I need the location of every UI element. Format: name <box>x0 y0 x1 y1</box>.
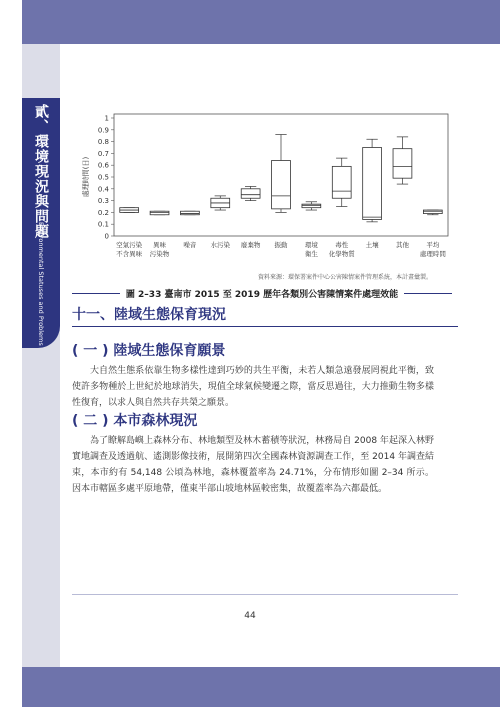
figure-caption-row <box>72 285 452 301</box>
box-2-iqr-box <box>150 211 169 215</box>
caption-rule-left <box>72 293 120 294</box>
x-category-label: 其他 <box>395 241 409 249</box>
y-tick-label: 0.6 <box>97 161 109 170</box>
x-category-label: 土壤 <box>365 241 379 249</box>
subsection-title-forest: ( 二 ) 本市森林現況 <box>72 413 198 429</box>
x-category-label: 環境 <box>304 241 318 249</box>
chapter-tab-en <box>22 222 60 346</box>
box-9-iqr-box <box>363 148 382 220</box>
x-category-label: 不含異味 <box>116 250 143 258</box>
x-category-label: 污染物 <box>149 250 170 258</box>
x-category-label: 異味 <box>153 241 167 249</box>
header-band <box>22 0 500 44</box>
subsection-title-vision: ( 一 ) 陸域生態保育願景 <box>72 343 226 359</box>
y-tick-label: 0 <box>104 232 109 241</box>
chapter-title: 貳、環境現況與問題 <box>33 104 49 239</box>
x-category-label: 處理時間 <box>419 250 446 258</box>
caption-rule-right <box>404 293 452 294</box>
y-tick-label: 1 <box>104 114 109 123</box>
page-number: 44 <box>244 611 256 621</box>
x-category-label: 化學物質 <box>328 250 355 258</box>
x-category-label: 毒性 <box>335 241 349 249</box>
x-category-label: 廢棄物 <box>240 241 261 249</box>
box-11-iqr-box <box>423 210 442 214</box>
y-tick-label: 0.9 <box>97 126 109 135</box>
box-8-iqr-box <box>332 166 351 198</box>
y-tick-label: 0.4 <box>97 185 109 194</box>
y-tick-label: 0.3 <box>97 197 109 206</box>
x-category-label: 衛生 <box>304 250 318 258</box>
section-title: 十一、陸域生態保育現況 <box>72 307 226 323</box>
paragraph-forest: 為了瞭解島嶼上森林分布、林地類型及林木蓄積等狀況，林務局自 2008 年起深入林野實地調查及透過航、遙測影像技術，展開第四次全國森林資源調查工作，至 2014 年調查結束，本市約有 54,148 公頃為林地，森林覆蓋率為 24.71%，分布情形如圖 2–34 所示。因本市轄區多處平原地帶，僅東半部山坡地林區較密集，故覆蓋率為六都最低。 <box>72 436 434 494</box>
box-7-iqr-box <box>302 204 321 208</box>
box-3-iqr-box <box>180 211 199 215</box>
figure-caption: 圖 2–33 臺南市 2015 至 2019 歷年各類別公害陳情案件處理效能 <box>125 289 399 300</box>
chapter-tab-title <box>22 104 60 239</box>
box-plot-chart <box>72 100 452 270</box>
chapter-title-en: Environmental Statuses and Problems <box>37 222 45 346</box>
section-rule <box>72 326 458 327</box>
x-category-label: 振動 <box>274 241 288 249</box>
figure-source: 資料來源：環保署案件中心公害陳情案件管理系統，本計畫彙製。 <box>257 274 432 281</box>
y-tick-label: 0.1 <box>97 220 109 229</box>
footer-band <box>22 667 500 707</box>
y-tick-label: 0.5 <box>97 173 109 182</box>
box-10-iqr-box <box>393 149 412 179</box>
y-tick-label: 0.8 <box>97 138 109 147</box>
y-tick-label: 0.2 <box>97 208 109 217</box>
paragraph-vision: 大自然生態系依靠生物多樣性達到巧妙的共生平衡，未若人類急遠發展罔視此平衡，致使許多物種於上世紀於地球消失，現值全球氣候變遷之際，當反思過往，大力推動生物多樣性復育，以求人與自然共存共榮之願景。 <box>72 366 434 408</box>
x-category-label: 平均 <box>426 241 440 249</box>
x-category-label: 水污染 <box>210 241 231 249</box>
x-category-label: 噪音 <box>183 241 197 249</box>
y-axis-label: 處理時間(日) <box>82 156 90 198</box>
y-tick-label: 0.7 <box>97 149 109 158</box>
box-6-iqr-box <box>272 160 291 208</box>
x-category-label: 空氣污染 <box>116 241 143 249</box>
box-5-iqr-box <box>241 189 260 198</box>
footer-rule <box>72 594 458 595</box>
